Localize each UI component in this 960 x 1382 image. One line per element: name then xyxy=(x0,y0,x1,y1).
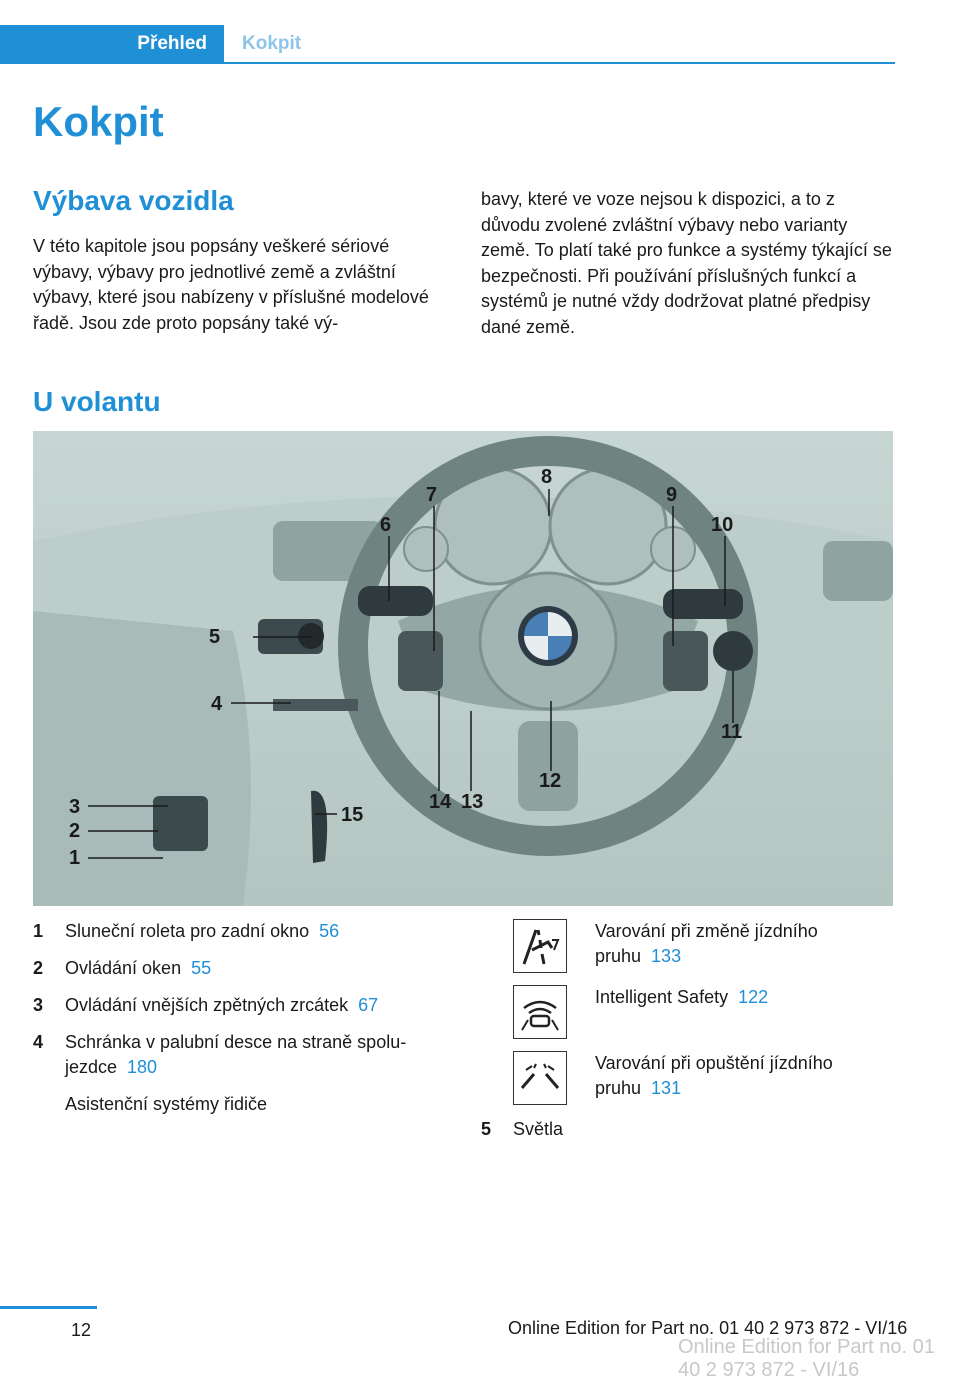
page-title: Kokpit xyxy=(33,98,164,145)
button-strip xyxy=(273,699,358,711)
start-stop-button xyxy=(713,631,753,671)
list-item: 1 Sluneční roleta pro zadní okno 56 xyxy=(33,921,340,941)
footer-rule xyxy=(0,1306,97,1309)
callout-12: 12 xyxy=(539,770,562,792)
steering-column xyxy=(518,721,578,811)
cockpit-svg xyxy=(33,431,893,906)
list-item: Varování při změně jízdního pruhu 133 xyxy=(481,919,893,973)
edition-text: Online Edition for Part no. 01 40 2 973 872 - VI/16 xyxy=(508,1318,908,1338)
intelligent-safety-icon xyxy=(513,985,567,1039)
fuel-gauge xyxy=(404,527,448,571)
list-item: Varování při opuštění jízdního pruhu 131 xyxy=(481,1051,893,1105)
lane-departure-warning-icon xyxy=(513,1051,567,1105)
legend-list-right xyxy=(481,919,893,1154)
callout-7: 7 xyxy=(426,484,438,506)
section-heading-u-volantu: U volantu xyxy=(33,386,161,417)
list-subheading: Asistenční systémy řidiče xyxy=(65,1094,268,1114)
intro-column-right: bavy, které ve voze nejsou k dispozici, a to z důvodu zvolené zvláštní výbavy nebo varianty země. To platí také pro funkce a systémy týkající se bezpečnosti. Při používání příslušných funkcí a systémů je nutné vždy dodržovat platné předpisy dané země. xyxy=(481,189,892,337)
callout-9: 9 xyxy=(666,484,678,506)
page-link[interactable]: 67 xyxy=(358,995,379,1015)
door-panel xyxy=(33,611,251,906)
callout-11: 11 xyxy=(721,721,743,743)
callout-1: 1 xyxy=(69,847,81,869)
page-link[interactable]: 131 xyxy=(651,1078,682,1098)
page-link[interactable]: 133 xyxy=(651,946,682,966)
callout-15: 15 xyxy=(341,804,364,826)
header-tabs xyxy=(0,25,895,64)
callout-4: 4 xyxy=(211,693,223,715)
section-heading-vybava: Výbava vozidla xyxy=(33,185,234,216)
page-number: 12 xyxy=(71,1320,92,1340)
callout-13: 13 xyxy=(461,791,484,813)
callout-14: 14 xyxy=(429,791,452,813)
list-item: 4 Schránka v palubní desce na straně spolujezdce 180 xyxy=(33,1032,407,1077)
legend-list-left xyxy=(33,919,443,1129)
right-wheel-buttons xyxy=(663,631,708,691)
tab-kokpit[interactable]: Kokpit xyxy=(242,33,302,54)
lane-change-warning-icon xyxy=(513,919,567,973)
left-wheel-buttons xyxy=(398,631,443,691)
intro-column-left: V této kapitole jsou popsány veškeré sériové výbavy, výbavy pro jednotlivé země a zvláštní výbavy, které jsou nabízeny v příslušné modelové řadě. Jsou zde proto popsány také vý- xyxy=(33,236,429,333)
callout-8: 8 xyxy=(541,466,553,488)
cockpit-illustration xyxy=(33,431,893,906)
right-stalk xyxy=(663,589,743,619)
callout-2: 2 xyxy=(69,820,81,842)
list-item: 5 Světla xyxy=(481,1119,564,1139)
list-item: 3 Ovládání vnějších zpětných zrcátek 67 xyxy=(33,995,379,1015)
callout-10: 10 xyxy=(711,514,734,536)
watermark: Online Edition for Part no. 01 40 2 973 872 - VI/16 xyxy=(678,1336,935,1381)
list-item: Intelligent Safety 122 xyxy=(481,985,893,1039)
callout-3: 3 xyxy=(69,796,81,818)
window-switches xyxy=(153,796,208,851)
page-link[interactable]: 122 xyxy=(738,987,769,1007)
right-vent xyxy=(823,541,893,601)
callout-6: 6 xyxy=(380,514,392,536)
list-item: 2 Ovládání oken 55 xyxy=(33,958,212,978)
page-link[interactable]: 180 xyxy=(127,1057,158,1077)
tab-prehled[interactable]: Přehled xyxy=(0,25,224,62)
page-link[interactable]: 55 xyxy=(191,958,212,978)
callout-5: 5 xyxy=(209,626,221,648)
left-stalk xyxy=(358,586,433,616)
page-link[interactable]: 56 xyxy=(319,921,340,941)
